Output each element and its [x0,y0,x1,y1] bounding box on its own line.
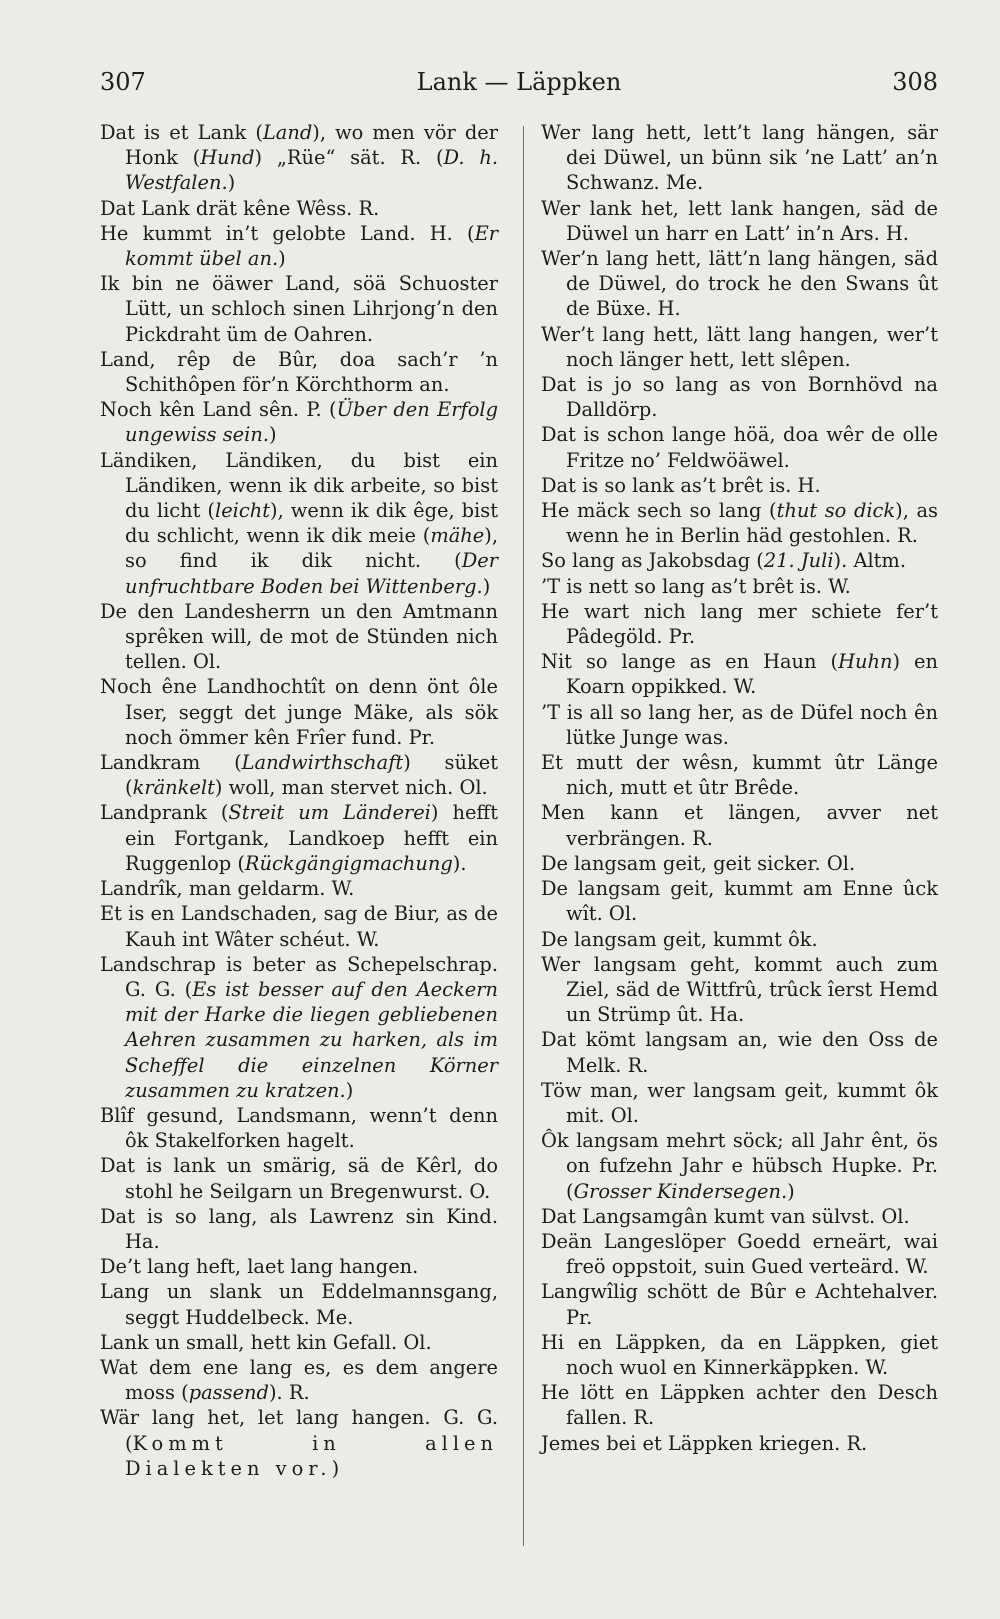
entry-text: He wart nich lang mer schiete fer’t Pâdegöld. Pr. [541,599,938,649]
proverb-entry [541,1380,938,1430]
proverb-entry [541,246,938,322]
entry-text: ) „Rüe“ sät. R. ( [254,146,444,170]
proverb-entry [541,548,938,573]
proverb-entry [100,347,498,397]
entry-text: Jemes bei et Läppken kriegen. R. [541,1431,868,1455]
entry-text: Wer’t lang hett, lätt lang hangen, wer’t noch länger hett, lett slêpen. [541,322,938,371]
proverb-entry [100,876,498,901]
entry-text: ) hefft ein Fortgank, Landkoep hefft ein Ruggenlop ( [125,801,498,875]
proverb-entry [541,1078,938,1128]
entry-text: ’T is all so lang her, as de Düfel noch ên lütke Junge was. [541,700,938,749]
proverb-entry [541,851,938,876]
gloss-text: Streit um Länderei [228,801,431,825]
proverb-entry [100,271,498,347]
entry-text: Dat is schon lange höä, doa wêr de olle Fritze no’ Feldwöäwel. [541,423,938,472]
entry-text: ), so find ik dik nicht. ( [125,524,498,573]
entry-text: Landschrap is beter as Schepelschrap. G. G. ( [100,952,498,1001]
proverb-entry [541,1330,938,1380]
entry-text: Landrîk, man geldarm. W. [100,877,355,901]
proverb-entry [541,498,938,548]
proverb-entry [100,1103,498,1153]
entry-text: ) woll, man stervet nich. Ol. [214,776,488,800]
entry-text: Landprank ( [100,801,229,825]
proverb-entry [541,649,938,699]
proverb-entry [541,422,938,472]
entry-text: Wer lang hett, lett’t lang hängen, sär dei Düwel, un bünn sik ’ne Latt’ an’n Schwanz. Me. [541,121,938,195]
proverb-entry [100,1279,498,1329]
proverb-entry [100,397,498,447]
gloss-text: Grosser Kindersegen. [573,1179,788,1203]
entry-text: Töw man, wer langsam geit, kummt ôk mit. Ol. [541,1078,938,1127]
entry-text: De langsam geit, geit sicker. Ol. [541,851,856,875]
proverb-entry [100,221,498,271]
gloss-text: 21. Juli [763,549,834,573]
running-header [100,62,938,102]
proverb-entry [541,574,938,599]
gloss-text: Hund [200,146,255,170]
entry-text: ). Altm. [833,549,906,573]
entry-text: Nit so lange as en Haun ( [541,650,839,674]
gloss-text: thut so dick [776,499,896,523]
proverb-entry [100,1355,498,1405]
gloss-text: D. h. Westfalen. [125,146,498,195]
entry-text: Wer langsam geht, kommt auch zum Ziel, säd de Wittfrû, trûck îerst Hemd un Strümp ût. Ha. [541,952,938,1027]
entry-text: Dat is so lang, als Lawrenz sin Kind. Ha. [100,1204,498,1253]
proverb-entry [100,1254,498,1279]
gloss-text: Huhn [838,650,893,674]
entry-text: Et is en Landschaden, sag de Biur, as de Kauh int Wâter schéut. W. [100,902,498,951]
entry-text: Wat dem ene lang es, es dem angere moss ( [100,1355,498,1405]
entry-text: Kommt in allen Dialekten vor. [125,1431,498,1480]
proverb-entry [541,1229,938,1279]
gloss-text: Er kommt übel an. [125,221,498,271]
proverb-entry [100,952,498,1103]
entry-text: Lang un slank un Eddelmannsgang, seggt Huddelbeck. Me. [100,1280,498,1329]
proverb-entry [541,952,938,1028]
entry-text: ). R. [268,1381,310,1405]
entry-text: De den Landesherrn un den Amtmann sprêken will, de mot de Stünden nich tellen. Ol. [100,599,498,674]
left-column [100,120,498,1481]
proverb-entry [100,599,498,675]
proverb-entry [100,1204,498,1254]
entry-text: ) süket ( [125,751,498,800]
entry-text: Dat is jo so lang as von Bornhövd na Dalldörp. [541,373,938,422]
proverb-entry [100,674,498,750]
proverb-entry [541,322,938,372]
column-divider [523,126,524,1546]
proverb-entry [541,927,938,952]
gloss-text: leicht [215,499,271,523]
entry-text: Wär lang het, let lang hangen. G. G. ( [100,1406,498,1455]
entry-text: ), wo men vör der Honk ( [125,121,498,170]
proverb-entry [100,1153,498,1203]
proverb-entry [541,120,938,196]
entry-text: ) [345,1078,354,1102]
gloss-text: Über den Erfolg ungewiss sein. [125,398,498,447]
proverb-entry [100,1405,498,1481]
gloss-text: Es ist besser auf den Aeckern mit der Harke die liegen gebliebenen Aehren zusammen zu harken, als im Scheffel die einzelnen Körner zusammen zu kratzen. [125,977,498,1102]
entry-text: Land, rêp de Bûr, doa sach’r ’n Schithôpen för’n Körchthorm an. [100,347,498,397]
entry-text: ’T is nett so lang as’t brêt is. W. [541,574,851,598]
proverb-entry [541,750,938,800]
entry-text: Noch kên Land sên. P. ( [100,398,337,422]
entry-text: Dat kömt langsam an, wie den Oss de Melk. R. [541,1028,938,1077]
proverb-entry [541,473,938,498]
entry-text: Landkram ( [100,751,242,775]
entry-text: So lang as Jakobsdag ( [541,549,764,573]
entry-text: ) [278,247,286,271]
entry-text: Langwîlig schött de Bûr e Achtehalver. Pr. [541,1280,938,1329]
proverb-entry [541,1027,938,1077]
proverb-entry [100,1330,498,1355]
proverb-entry [100,120,498,196]
running-title: Lank — Läppken [416,68,622,96]
proverb-entry [100,750,498,800]
entry-text: Dat Lank drät kêne Wêss. R. [100,196,380,220]
proverb-entry [100,196,498,221]
entry-text: ) [787,1179,795,1203]
proverb-entry [541,1128,938,1204]
gloss-text: Der unfruchtbare Boden bei Wittenberg. [125,549,498,598]
right-column [541,120,938,1456]
entry-text: Ländiken, Ländiken, du bist ein Ländiken, wenn ik dik arbeite, so bist du licht ( [100,448,498,523]
entry-text: Lank un small, hett kin Gefall. Ol. [100,1330,432,1354]
proverb-entry [541,1431,938,1456]
proverb-entry [100,901,498,951]
entry-text: Deän Langeslöper Goedd erneärt, wai freö oppstoit, suin Gued verteärd. W. [541,1229,938,1279]
entry-text: Dat Langsamgân kumt van sülvst. Ol. [541,1204,910,1228]
proverb-entry [541,1279,938,1329]
entry-text: Dat is so lank as’t brêt is. H. [541,473,821,497]
gloss-text: kränkelt [132,776,215,800]
entry-text: Et mutt der wêsn, kummt ûtr Länge nich, mutt et ûtr Brêde. [541,751,938,800]
entry-text: He kummt in’t gelobte Land. H. ( [100,221,475,245]
entry-text: ) en Koarn oppikked. W. [566,650,938,699]
entry-text: Dat is lank un smärig, sä de Kêrl, do stohl he Seilgarn un Bregenwurst. O. [100,1154,498,1203]
entry-text: Blîf gesund, Landsmann, wenn’t denn ôk Stakelforken hagelt. [100,1103,498,1153]
entry-text: ) [331,1456,340,1480]
entry-text: ). [452,851,467,875]
gloss-text: Rückgängigmachung [244,851,453,875]
entry-text: Wer lank het, lett lank hangen, säd de Düwel un harr en Latt’ in’n Ars. H. [541,196,938,245]
gloss-text: Landwirthschaft [241,751,404,775]
proverb-entry [100,448,498,599]
proverb-entry [541,1204,938,1229]
entry-text: Dat is et Lank ( [100,121,263,144]
entry-text: He lött en Läppken achter den Desch fallen. R. [541,1381,938,1430]
gloss-text: mähe [430,524,485,548]
entry-text: Hi en Läppken, da en Läppken, giet noch wuol en Kinnerkäppken. W. [541,1330,938,1379]
entry-text: Noch êne Landhochtît on denn önt ôle Iser, seggt det junge Mäke, als sök noch ömmer kên Frîer fund. Pr. [100,675,498,749]
proverb-entry [541,700,938,750]
entry-text: ) [227,171,236,195]
entry-text: ) [482,574,491,598]
entry-text: Wer’n lang hett, lätt’n lang hängen, säd de Düwel, do trock he den Swans ût de Büxe. H. [541,247,938,321]
proverb-entry [541,372,938,422]
entry-text: ), wenn ik dik êge, bist du schlicht, wenn ik dik meie ( [125,499,498,548]
gloss-text: passend [188,1381,269,1405]
entry-text: De’t lang heft, laet lang hangen. [100,1255,419,1279]
proverb-entry [100,800,498,876]
entry-text: De langsam geit, kummt am Enne ûck wît. Ol. [541,877,938,926]
entry-text: Ôk langsam mehrt söck; all Jahr ênt, ös on fufzehn Jahr e hübsch Hupke. Pr. ( [541,1129,938,1203]
entry-text: De langsam geit, kummt ôk. [541,927,818,951]
entry-text: Ik bin ne öäwer Land, söä Schuoster Lütt, un schloch sinen Lihrjong’n den Pickdraht üm de Oahren. [100,272,498,346]
proverb-entry [541,876,938,926]
page-number-right: 308 [892,68,938,96]
proverb-entry [541,800,938,850]
entry-text: Men kann et längen, avver net verbrängen. R. [541,801,938,850]
entry-text: ) [269,423,277,447]
gloss-text: Land [262,121,313,144]
entry-text: He mäck sech so lang ( [541,499,777,523]
page-number-left: 307 [100,68,146,96]
proverb-entry [541,196,938,246]
entry-text: ), as wenn he in Berlin häd gestohlen. R. [566,499,939,548]
proverb-entry [541,599,938,649]
